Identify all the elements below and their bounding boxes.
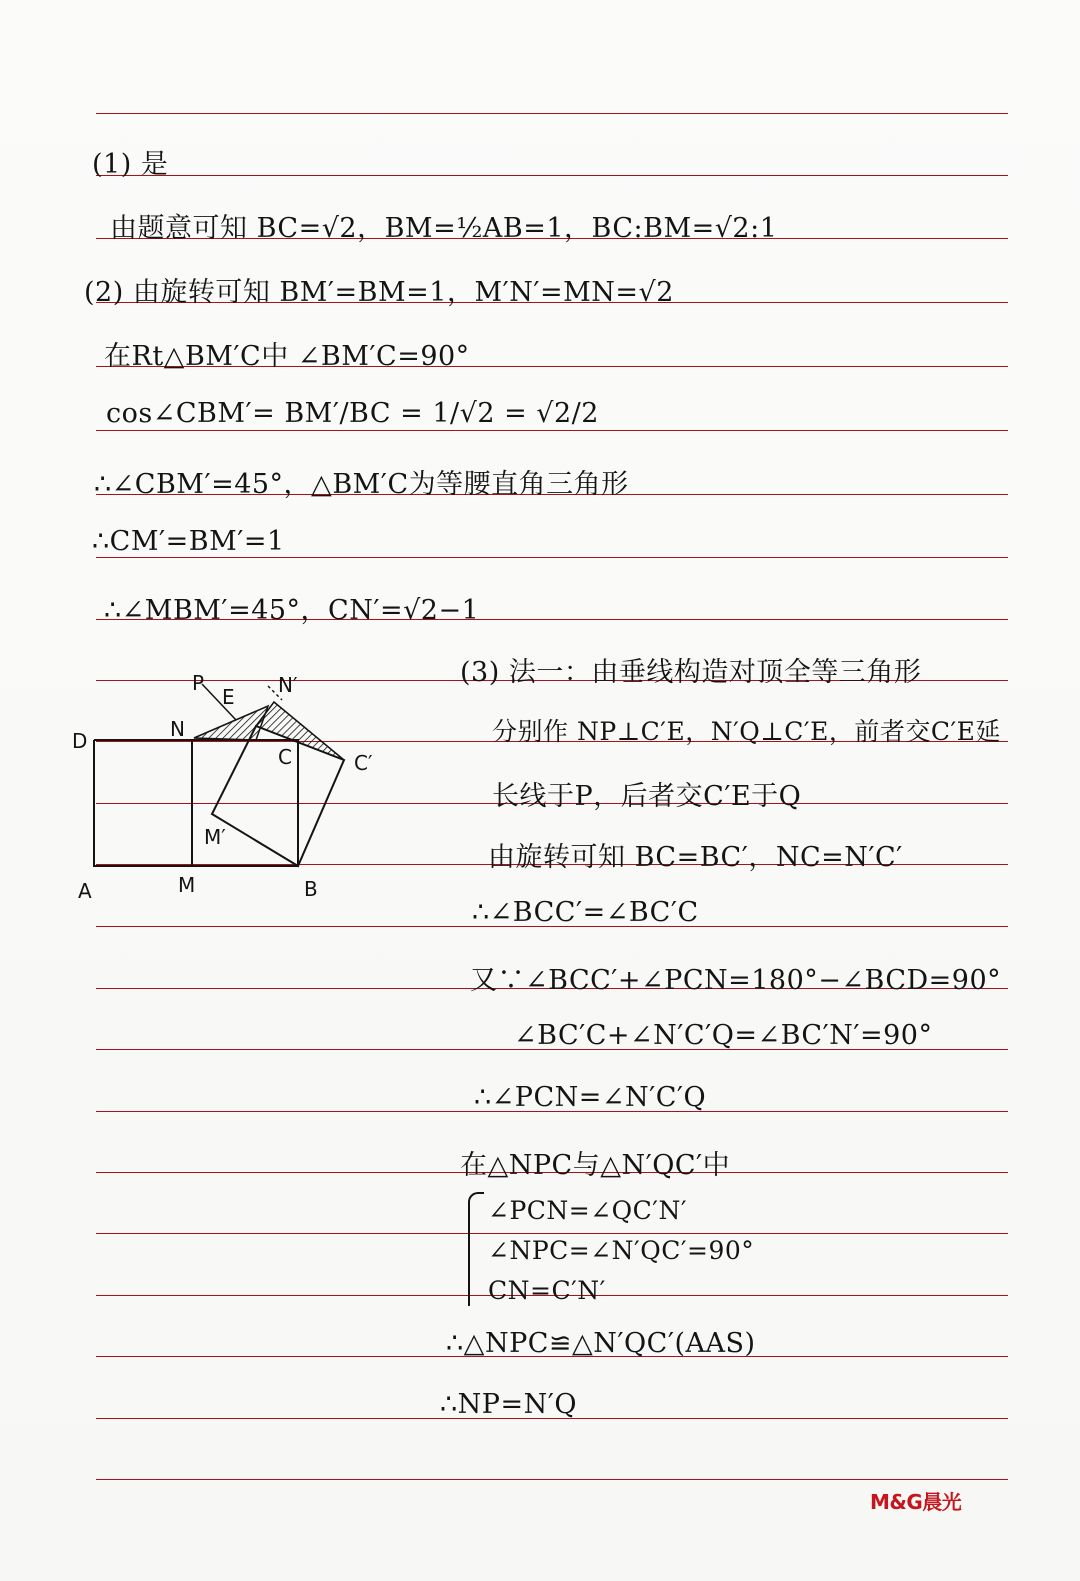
solution-line: 在△NPC与△N′QC′中 bbox=[460, 1150, 731, 1181]
label-c-prime: C′ bbox=[354, 751, 373, 775]
label-b: B bbox=[304, 877, 318, 901]
solution-line: ∠PCN=∠QC′N′ bbox=[488, 1196, 688, 1225]
solution-line: cos∠CBM′= BM′/BC = 1/√2 = √2/2 bbox=[106, 398, 599, 429]
label-p: P bbox=[192, 671, 205, 695]
solution-line: ∴NP=N′Q bbox=[440, 1389, 577, 1420]
label-d: D bbox=[72, 729, 88, 753]
label-n-prime: N′ bbox=[278, 673, 298, 697]
solution-line: 由旋转可知 BC=BC′，NC=N′C′ bbox=[488, 842, 903, 873]
shaded-triangle bbox=[194, 706, 268, 740]
brace-bracket bbox=[468, 1192, 484, 1306]
label-a: A bbox=[78, 879, 92, 903]
solution-line: 长线于P，后者交C′E于Q bbox=[492, 781, 802, 812]
brand-logo: M&G晨光 bbox=[870, 1490, 962, 1514]
solution-line-part1-heading: (1) 是 bbox=[92, 149, 169, 180]
solution-line: ∠BC′C+∠N′C′Q=∠BC′N′=90° bbox=[514, 1020, 933, 1051]
label-c: C bbox=[278, 745, 292, 769]
geometry-figure bbox=[60, 660, 400, 910]
solution-line: 在Rt△BM′C中 ∠BM′C=90° bbox=[104, 341, 470, 372]
solution-line: 又∵∠BCC′+∠PCN=180°−∠BCD=90° bbox=[470, 965, 1002, 996]
ruled-line bbox=[96, 430, 1008, 431]
ruled-line bbox=[96, 557, 1008, 558]
solution-line-part2-heading: (2) 由旋转可知 BM′=BM=1，M′N′=MN=√2 bbox=[84, 277, 674, 308]
label-e: E bbox=[222, 685, 235, 709]
solution-line-part3-heading: (3) 法一：由垂线构造对顶全等三角形 bbox=[460, 657, 922, 688]
solution-line: 分别作 NP⊥C′E，N′Q⊥C′E，前者交C′E延 bbox=[492, 717, 1001, 746]
ruled-line bbox=[96, 175, 1008, 176]
label-n: N bbox=[170, 717, 185, 741]
solution-line: ∠NPC=∠N′QC′=90° bbox=[488, 1236, 755, 1265]
label-m: M bbox=[178, 873, 196, 897]
ruled-line bbox=[96, 113, 1008, 114]
solution-line: ∴△NPC≌△N′QC′(AAS) bbox=[446, 1328, 756, 1359]
label-m-prime: M′ bbox=[204, 825, 226, 849]
solution-line: ∴∠CBM′=45°，△BM′C为等腰直角三角形 bbox=[94, 469, 629, 500]
solution-line: ∴∠PCN=∠N′C′Q bbox=[474, 1082, 707, 1113]
ruled-line bbox=[96, 1233, 1008, 1234]
solution-line: ∴CM′=BM′=1 bbox=[92, 526, 285, 557]
ruled-line bbox=[96, 1479, 1008, 1480]
solution-line: ∴∠MBM′=45°，CN′=√2−1 bbox=[104, 595, 480, 626]
solution-line: CN=C′N′ bbox=[488, 1276, 606, 1305]
shaded-triangle bbox=[256, 702, 344, 760]
solution-line: ∴∠BCC′=∠BC′C bbox=[472, 897, 699, 928]
solution-line: 由题意可知 BC=√2，BM=½AB=1，BC:BM=√2:1 bbox=[110, 213, 778, 244]
